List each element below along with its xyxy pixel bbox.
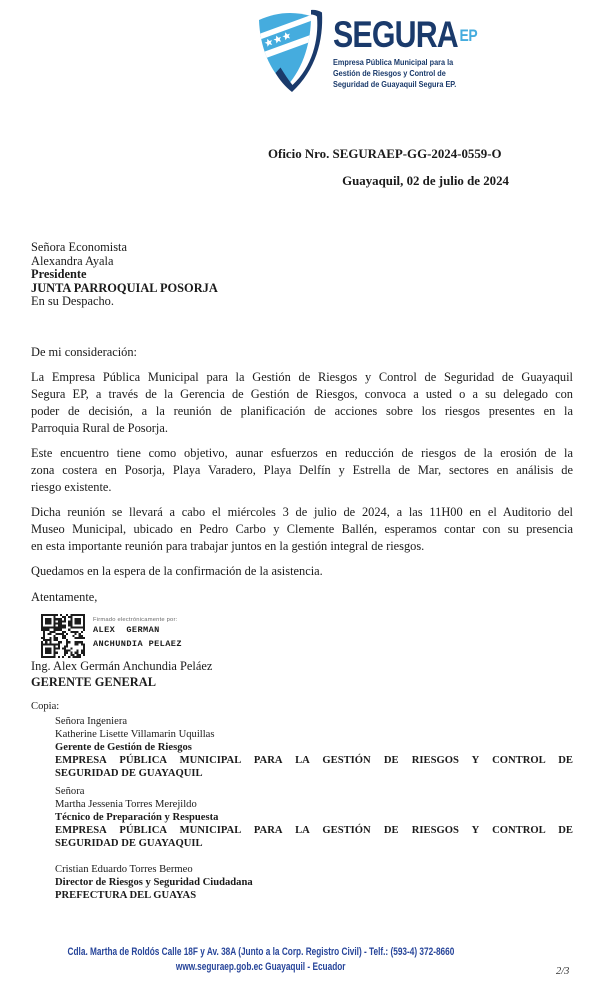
recipient-title: Señora Economista: [31, 240, 128, 254]
recipient-role: Presidente: [31, 267, 87, 282]
copy-organization: EMPRESA PÚBLICA MUNICIPAL PARA LA GESTIÓN DE RIESGOS Y CONTROL DE: [55, 825, 573, 836]
copy-salutation: Señora: [55, 786, 85, 797]
salutation: De mi consideración:: [31, 345, 137, 359]
brand-name: SEGURA: [333, 14, 458, 55]
tagline-line: Gestión de Riesgos y Control de: [333, 68, 446, 79]
footer: [46, 945, 476, 975]
esign-name-line: ALEX GERMAN: [93, 625, 160, 635]
copy-role: Técnico de Preparación y Respuesta: [55, 812, 219, 823]
copy-organization: SEGURIDAD DE GUAYAQUIL: [55, 768, 203, 779]
valediction: Atentamente,: [31, 590, 98, 604]
copy-role: Gerente de Gestión de Riesgos: [55, 742, 192, 753]
body-paragraph: [31, 504, 573, 555]
qr-code: [40, 614, 86, 658]
footer-address: Cdla. Martha de Roldós Calle 18F y Av. 38A (Junto a la Corp. Registro Civil) - Telf.: (593-4) 372-8660: [67, 946, 455, 958]
copy-organization: SEGURIDAD DE GUAYAQUIL: [55, 838, 203, 849]
signer-title: GERENTE GENERAL: [31, 674, 156, 689]
recipient-block: [31, 241, 218, 309]
page-number: 2/3: [556, 966, 570, 977]
recipient-name: Alexandra Ayala: [31, 253, 114, 268]
copy-entry: [55, 785, 573, 850]
copy-label: Copia:: [31, 701, 60, 712]
footer-website: www.seguraep.gob.ec Guayaquil - Ecuador: [176, 961, 346, 973]
logo-text: [333, 14, 509, 99]
reference-block: [268, 147, 509, 189]
paragraph-line: en esta importante reunión para trabajar juntos en la gestión integral de riesgos.: [31, 539, 425, 553]
copy-entry: [55, 863, 573, 902]
oficio-number: Oficio Nro. SEGURAEP-GG-2024-0559-O: [268, 147, 502, 161]
signer-name: Ing. Alex Germán Anchundia Peláez: [31, 659, 213, 673]
paragraph-line: poder de decisión, a la reunión de planificación de acciones sobre los riesgos presentes en la: [31, 404, 573, 418]
paragraph-line: Dicha reunión se llevará a cabo el miércoles 3 de julio de 2024, a las 11H00 en el Auditorio del: [31, 505, 573, 519]
copy-name: Katherine Lisette Villamarin Uquillas: [55, 729, 215, 740]
signer-identity: [31, 659, 212, 690]
esign-label: Firmado electrónicamente por:: [93, 617, 178, 623]
paragraph-line: La Empresa Pública Municipal para la Gestión de Riesgos y Control de Seguridad de Guayaquil: [31, 370, 573, 384]
paragraph-line: zona costera en Posorja, Playa Varadero, Playa Delfín y Estrella de Mar, sectores en análisis de: [31, 463, 573, 477]
copy-entries: [55, 715, 573, 902]
signature-block: [40, 614, 182, 658]
brand-suffix: EP: [459, 26, 478, 45]
copy-section: [31, 700, 573, 902]
copy-organization: PREFECTURA DEL GUAYAS: [55, 890, 197, 901]
tagline-line: Empresa Pública Municipal para la: [333, 57, 454, 67]
paragraph-line: Museo Municipal, ubicado en Pedro Carbo y Clemente Ballén, esperamos contar con su presencia: [31, 522, 573, 536]
copy-salutation: Señora Ingeniera: [55, 716, 128, 727]
tagline-line: Seguridad de Guayaquil Segura EP.: [333, 79, 457, 90]
esign-name-line: ANCHUNDIA PELAEZ: [93, 638, 182, 649]
body-paragraph: [31, 445, 573, 496]
recipient-dispatch: En su Despacho.: [31, 294, 114, 309]
copy-name: Martha Jessenia Torres Merejildo: [55, 799, 197, 810]
brand-tagline: [333, 57, 483, 91]
copy-role: Director de Riesgos y Seguridad Ciudadana: [55, 877, 253, 888]
copy-name: Cristian Eduardo Torres Bermeo: [55, 864, 193, 875]
closing-request: Quedamos en la espera de la confirmación de la asistencia.: [31, 564, 323, 578]
body-text: [31, 369, 573, 614]
shield-logo-icon: [256, 6, 324, 99]
paragraph-line: Parroquia Rural de Posorja.: [31, 421, 168, 435]
copy-entry: [55, 715, 573, 780]
place-date: Guayaquil, 02 de julio de 2024: [342, 174, 509, 188]
paragraph-line: Este encuentro tiene como objetivo, aunar esfuerzos en reducción de riesgos de la erosión de la: [31, 446, 573, 460]
recipient-organization: JUNTA PARROQUIAL POSORJA: [31, 280, 218, 295]
copy-organization: EMPRESA PÚBLICA MUNICIPAL PARA LA GESTIÓN DE RIESGOS Y CONTROL DE: [55, 755, 573, 766]
paragraph-line: riesgo existente.: [31, 480, 112, 494]
brand-wordmark: [333, 14, 478, 55]
letterhead: [256, 6, 509, 99]
paragraph-line: Segura EP, a través de la Gerencia de Gestión de Riesgos, convoca a usted o a su delegado con: [31, 387, 573, 401]
body-paragraph: [31, 369, 573, 437]
esign-text: [93, 614, 182, 658]
